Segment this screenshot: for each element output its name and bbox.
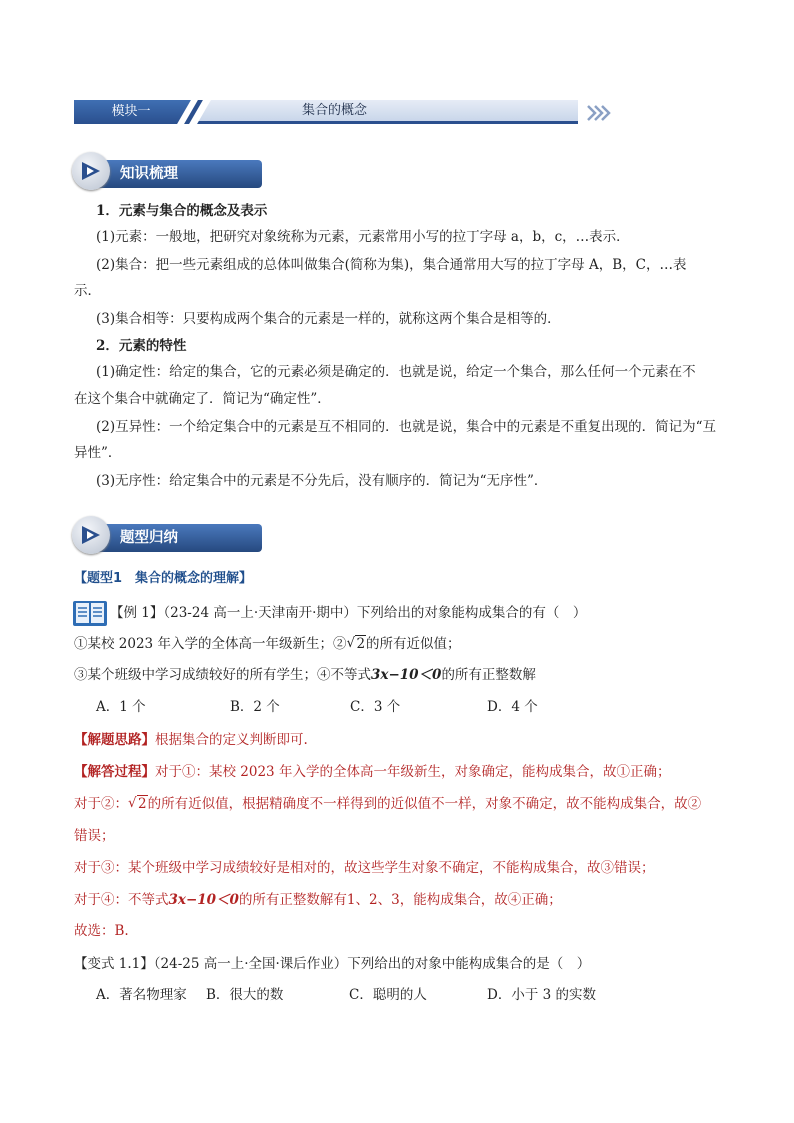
solution-answer: 故选：B. bbox=[74, 923, 129, 939]
module-label: 模块一 bbox=[74, 100, 194, 124]
solution-process-3: 对于③：某个班级中学习成绩较好是相对的，故这些学生对象不确定，不能构成集合，故③错误； bbox=[74, 860, 655, 876]
paragraph: (1)确定性：给定的集合，它的元素必须是确定的．也就是说，给定一个集合，那么任何一个元素在不 bbox=[96, 364, 696, 380]
book-icon bbox=[72, 598, 108, 628]
solution-idea: 【解题思路】根据集合的定义判断即可. bbox=[74, 732, 308, 748]
paragraph: 异性”． bbox=[74, 445, 122, 461]
play-icon bbox=[72, 152, 110, 190]
paragraph: (3)集合相等：只要构成两个集合的元素是一样的，就称这两个集合是相等的． bbox=[96, 311, 561, 327]
solution-process-2b: 错误； bbox=[74, 828, 115, 844]
section-heading-types bbox=[72, 516, 262, 554]
inequality: 3x−10＜0 bbox=[168, 892, 239, 908]
module-title: 集合的概念 bbox=[192, 100, 578, 124]
paragraph: 示． bbox=[74, 283, 101, 299]
option-a: A．著名物理家 bbox=[96, 987, 187, 1003]
sqrt-expression: √ 2 bbox=[346, 634, 366, 654]
option-c: C．聪明的人 bbox=[349, 987, 427, 1003]
example-heading: 【例 1】（23-24 高一上·天津南开·期中）下列给出的对象能构成集合的有（ ） bbox=[110, 605, 587, 621]
option-d: D．4 个 bbox=[487, 699, 538, 715]
inequality: 3x−10＜0 bbox=[371, 667, 442, 683]
solution-process-2: 对于②：√ 2的所有近似值，根据精确度不一样得到的近似值不一样，对象不确定，故不能构成集合，故② bbox=[74, 794, 701, 814]
example-items-line-1: ①某校 2023 年入学的全体高一年级新生；②√ 2的所有近似值； bbox=[74, 634, 461, 654]
topic-title: 【题型1 集合的概念的理解】 bbox=[74, 571, 253, 586]
option-b: B．很大的数 bbox=[206, 987, 284, 1003]
paragraph: (3)无序性：给定集合中的元素是不分先后，没有顺序的．简记为“无序性”． bbox=[96, 473, 548, 489]
sqrt-expression: √ 2 bbox=[128, 794, 148, 814]
paragraph: 在这个集合中就确定了．简记为“确定性”． bbox=[74, 391, 331, 407]
solution-process-4: 对于④：不等式3x−10＜0的所有正整数解有1、2、3，能构成集合，故④正确； bbox=[74, 892, 562, 908]
play-icon bbox=[72, 516, 110, 554]
paragraph: (2)互异性：一个给定集合中的元素是互不相同的．也就是说，集合中的元素是不重复出现的．简记为“互 bbox=[96, 419, 717, 435]
section-title: 知识梳理 bbox=[86, 160, 262, 188]
example-items-line-2: ③某个班级中学习成绩较好的所有学生；④不等式3x−10＜0的所有正整数解 bbox=[74, 667, 536, 683]
chevrons-right-icon bbox=[586, 104, 612, 122]
option-c: C．3 个 bbox=[350, 699, 401, 715]
heading-1: 1．元素与集合的概念及表示 bbox=[96, 203, 268, 219]
variant-heading: 【变式 1.1】（24-25 高一上·全国·课后作业）下列给出的对象中能构成集合的是（ ） bbox=[74, 956, 591, 972]
module-banner bbox=[74, 100, 582, 124]
option-d: D．小于 3 的实数 bbox=[487, 987, 596, 1003]
option-b: B．2 个 bbox=[230, 699, 280, 715]
paragraph: (1)元素：一般地，把研究对象统称为元素，元素常用小写的拉丁字母 a，b，c，…表示． bbox=[96, 229, 630, 245]
section-heading-knowledge bbox=[72, 152, 262, 190]
paragraph: (2)集合：把一些元素组成的总体叫做集合(简称为集)，集合通常用大写的拉丁字母 A，B，C，…表 bbox=[96, 257, 687, 273]
section-title: 题型归纳 bbox=[86, 524, 262, 552]
option-a: A．1 个 bbox=[96, 699, 146, 715]
solution-process-1: 【解答过程】对于①：某校 2023 年入学的全体高一年级新生，对象确定，能构成集合，故①正确； bbox=[74, 764, 671, 780]
heading-2: 2．元素的特性 bbox=[96, 338, 187, 354]
